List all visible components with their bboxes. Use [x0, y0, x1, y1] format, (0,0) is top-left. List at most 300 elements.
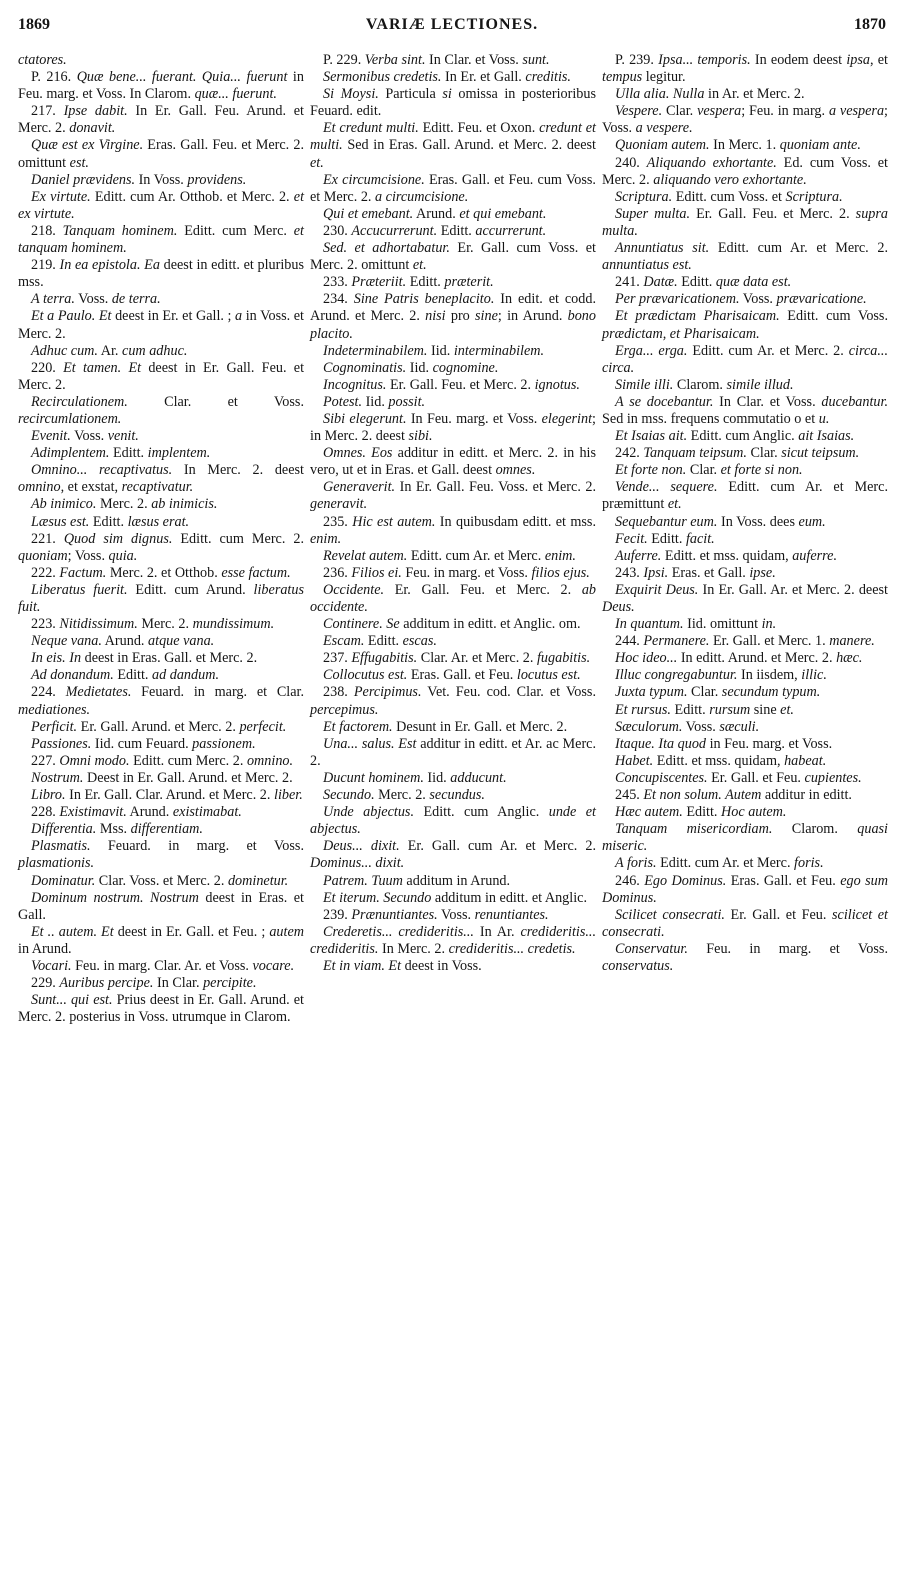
- italic-run: Et credunt multi.: [323, 120, 419, 137]
- lection-entry: [18, 343, 304, 360]
- text-run: additum in Arund.: [402, 872, 511, 889]
- text-run: Er. Gall. et Merc. 1.: [709, 633, 830, 650]
- italic-run: Libro.: [31, 787, 66, 804]
- italic-run: prædictam, et Pharisaicam.: [602, 325, 760, 342]
- text-run: Editt.: [437, 222, 476, 239]
- lection-entry: [602, 394, 888, 428]
- italic-run: Neque vana.: [31, 633, 102, 650]
- lection-entry: [310, 274, 596, 291]
- text-run: Editt. cum Anglic.: [687, 428, 799, 445]
- lection-entry: [18, 804, 304, 821]
- text-run: 239.: [323, 906, 352, 923]
- text-run: 218.: [31, 222, 63, 239]
- lection-entry: [18, 667, 304, 684]
- lection-entry: [310, 172, 596, 206]
- text-run: In Er. Gall. Feu. Voss. et Merc. 2.: [395, 479, 596, 496]
- italic-run: eum.: [798, 513, 826, 530]
- text-run: Editt. cum Ar. et Merc.: [656, 855, 795, 872]
- lection-entry: [310, 411, 596, 445]
- text-run: Er. Gall. et Feu.: [707, 769, 805, 786]
- italic-run: Quod sim dignus.: [63, 530, 173, 547]
- text-run: in Ar. et Merc. 2.: [704, 86, 805, 103]
- italic-run: Et rursus.: [615, 701, 671, 718]
- italic-run: manere.: [829, 633, 875, 650]
- text-run: Er. Gall. Arund. et Merc. 2.: [77, 718, 240, 735]
- italic-run: Evenit.: [31, 428, 71, 445]
- lection-entry: [310, 770, 596, 787]
- lection-entry: [310, 633, 596, 650]
- lection-entry: [602, 343, 888, 377]
- lection-entry: [310, 736, 596, 770]
- text-run: ; Voss.: [67, 547, 109, 564]
- italic-run: habeat.: [784, 752, 827, 769]
- italic-run: sine: [475, 308, 498, 325]
- text-run: In Merc. 2.: [378, 940, 449, 957]
- lection-entry: [602, 377, 888, 394]
- text-run: Editt.: [682, 804, 722, 821]
- text-run: Clar.: [746, 445, 782, 462]
- text-run: Ar.: [97, 342, 123, 359]
- lection-entry: [602, 804, 888, 821]
- italic-run: Una... salus. Est: [323, 735, 417, 752]
- text-run: , et: [869, 52, 888, 68]
- italic-run: Perficit.: [31, 718, 78, 735]
- lection-entry: [310, 394, 596, 411]
- lection-entry: [310, 479, 596, 513]
- italic-run: de terra.: [111, 291, 161, 308]
- running-title: VARIÆ LECTIONES.: [365, 16, 539, 33]
- text-run: Clar. et Voss.: [127, 393, 304, 410]
- italic-run: a vespera: [828, 103, 885, 120]
- italic-run: In ea epistola. Ea: [59, 257, 160, 274]
- lection-entry: [18, 531, 304, 565]
- italic-run: Et non solum. Autem: [643, 787, 762, 804]
- italic-run: Omnes. Eos: [323, 445, 393, 462]
- italic-run: possit.: [388, 393, 426, 410]
- italic-run: Annuntiatus sit.: [615, 240, 710, 257]
- italic-run: Tanquam misericordiam.: [615, 821, 773, 838]
- text-run: Feu. in marg. et Voss.: [401, 564, 532, 581]
- italic-run: Ad donandum.: [31, 667, 114, 684]
- italic-run: Dominus... dixit.: [310, 855, 405, 872]
- text-run: 242.: [615, 445, 644, 462]
- italic-run: Et forte non.: [615, 462, 687, 479]
- lection-entry: [310, 377, 596, 394]
- italic-run: enim.: [310, 530, 342, 547]
- text-run: Eras. Gall. et Feu.: [726, 872, 841, 889]
- text-run: In edit. et codd. Arund. et Merc. 2.: [310, 291, 596, 325]
- italic-run: Datæ.: [643, 274, 678, 291]
- italic-run: et.: [310, 154, 324, 171]
- italic-run: ducebantur.: [821, 393, 888, 410]
- italic-run: Medietates.: [65, 684, 132, 701]
- italic-run: accurrerunt.: [475, 222, 547, 239]
- italic-run: Si Moysi.: [323, 86, 379, 103]
- italic-run: aliquando vero exhortante.: [653, 171, 807, 188]
- text-run: Editt. et mss. quidam,: [661, 547, 793, 564]
- italic-run: et tanquam hominem.: [18, 222, 304, 257]
- lection-entry: [18, 958, 304, 975]
- italic-run: Cognominatis.: [323, 359, 407, 376]
- italic-run: credideritis... credideritis.: [310, 923, 596, 957]
- text-run: 227.: [31, 752, 60, 769]
- italic-run: a circumcisione.: [375, 188, 469, 205]
- italic-run: percipite.: [203, 975, 257, 992]
- italic-run: recaptivatur.: [121, 479, 194, 496]
- text-run: Er. Gall. Feu. et Merc. 2.: [690, 205, 856, 222]
- text-run: 234.: [323, 291, 354, 308]
- italic-run: Læsus est.: [31, 513, 90, 530]
- italic-run: Et prædictam Pharisaicam.: [615, 308, 780, 325]
- italic-run: vespera: [697, 103, 742, 120]
- italic-run: filios ejus.: [531, 564, 590, 581]
- text-run: Editt. cum Arund.: [127, 581, 254, 598]
- italic-run: Sæculorum.: [615, 718, 683, 735]
- italic-run: Simile illi.: [615, 376, 674, 393]
- lection-entry: [18, 838, 304, 872]
- italic-run: autem: [269, 923, 304, 940]
- text-run: In Er. et Gall.: [441, 69, 526, 86]
- text-run: , et exstat,: [60, 479, 122, 496]
- italic-run: hæc.: [836, 650, 863, 667]
- lection-entry: [310, 514, 596, 548]
- italic-run: Prænuntiantes.: [351, 906, 438, 923]
- text-run: Editt. cum Voss. et: [672, 188, 786, 205]
- italic-run: Et iterum. Secundo: [323, 889, 432, 906]
- italic-run: Scriptura.: [615, 188, 673, 205]
- text-run: Prius deest in Er. Gall. Arund. et Merc. 2. posterius in Voss. utrumque in Clarom.: [18, 992, 304, 1026]
- italic-run: Super multa.: [615, 205, 691, 222]
- italic-run: Vende... sequere.: [615, 479, 718, 496]
- lection-entry: [18, 770, 304, 787]
- italic-run: Et .. autem. Et: [31, 923, 114, 940]
- italic-run: Sermonibus credetis.: [323, 69, 442, 86]
- text-run: Editt. cum Merc. 2.: [129, 752, 247, 769]
- lection-entry: [18, 821, 304, 838]
- lection-entry: [18, 736, 304, 753]
- italic-run: quasi miseric.: [602, 821, 888, 855]
- italic-run: cognomine.: [432, 359, 499, 376]
- italic-run: Sine Patris beneplacito.: [353, 291, 495, 308]
- italic-run: Sibi elegerunt.: [323, 410, 407, 427]
- italic-run: omnino.: [246, 752, 294, 769]
- text-run: Editt.: [109, 445, 148, 462]
- italic-run: percepimus.: [310, 701, 379, 718]
- italic-run: differentiam.: [130, 821, 203, 838]
- italic-run: Ducunt hominem.: [323, 769, 424, 786]
- italic-run: Ex virtute.: [31, 188, 91, 205]
- text-run: Feuard. in marg. et Voss.: [90, 838, 304, 855]
- lection-entry: [602, 702, 888, 719]
- lection-entry: [18, 428, 304, 445]
- italic-run: Ipse dabit.: [63, 103, 128, 120]
- lection-entry: [602, 787, 888, 804]
- italic-run: Collocutus est.: [323, 667, 408, 684]
- lection-entry: [18, 787, 304, 804]
- italic-run: Daniel prævidens.: [31, 171, 136, 188]
- italic-run: A foris.: [615, 855, 657, 872]
- text-run: Deest in Er. Gall. Arund. et Merc. 2.: [83, 769, 293, 786]
- italic-run: Habet.: [615, 752, 654, 769]
- lection-entry: [602, 137, 888, 154]
- italic-run: foris.: [794, 855, 824, 872]
- italic-run: et ex virtute.: [18, 188, 305, 222]
- lection-entry: [310, 360, 596, 377]
- text-run: In Er. Gall. Ar. et Merc. 2. deest: [698, 581, 888, 598]
- italic-run: Hæc autem.: [615, 804, 683, 821]
- lection-entry: [602, 531, 888, 548]
- italic-run: Juxta typum.: [615, 684, 688, 701]
- italic-run: Aliquando exhortante.: [646, 154, 777, 171]
- text-run: Er. Gall. Feu. et Merc. 2.: [384, 581, 582, 598]
- text-run: 240.: [615, 154, 647, 171]
- text-run: deest in Er. et Gall. ;: [111, 308, 236, 325]
- italic-run: In quantum.: [615, 616, 684, 633]
- lection-entry: [18, 873, 304, 890]
- italic-run: præterit.: [444, 274, 494, 291]
- text-run: Clar.: [686, 462, 721, 479]
- italic-run: sicut teipsum.: [781, 445, 860, 462]
- italic-run: Illuc congregabuntur.: [615, 667, 738, 684]
- lection-entry: [310, 582, 596, 616]
- lection-entry: [602, 308, 888, 342]
- italic-run: circa... circa.: [602, 342, 888, 376]
- italic-run: Unde abjectus.: [323, 804, 415, 821]
- text-run: 238.: [323, 684, 354, 701]
- italic-run: rursum: [709, 701, 751, 718]
- text-run: 246.: [615, 872, 645, 889]
- text-run: P. 229.: [323, 52, 365, 68]
- lection-entry: [18, 52, 304, 69]
- italic-run: Nostrum.: [31, 769, 84, 786]
- lection-entry: [18, 291, 304, 308]
- lection-entry: [602, 565, 888, 582]
- lection-entry: [602, 855, 888, 872]
- italic-run: Deus.: [602, 599, 635, 615]
- italic-run: cupientes.: [804, 769, 862, 786]
- lection-entry: [18, 103, 304, 137]
- italic-run: Conservatur.: [615, 940, 688, 957]
- italic-run: nisi: [425, 308, 446, 325]
- italic-run: et.: [412, 257, 427, 274]
- lection-entry: [602, 445, 888, 462]
- text-run: Eras. Gall. et Feu.: [407, 667, 517, 684]
- italic-run: cum adhuc.: [122, 342, 188, 359]
- text-run: sine: [750, 701, 781, 718]
- lection-entry: [602, 941, 888, 975]
- text-run: Merc. 2.: [96, 496, 152, 513]
- text-run: Clar.: [687, 684, 722, 701]
- lection-entry: [18, 514, 304, 531]
- lection-entry: [602, 428, 888, 445]
- italic-run: Et Isaias ait.: [615, 428, 688, 445]
- italic-run: atque vana.: [148, 633, 215, 650]
- italic-run: Fecit.: [615, 530, 648, 547]
- text-run: Editt.: [406, 274, 445, 291]
- text-run: 241.: [615, 274, 644, 291]
- italic-run: Tanquam hominem.: [62, 222, 178, 239]
- italic-run: Crederetis... credideritis...: [323, 923, 474, 940]
- text-run: Er. Gall. cum Ar. et Merc. 2.: [399, 838, 596, 855]
- italic-run: liberatus fuit.: [18, 581, 304, 615]
- text-run: deest in Voss.: [401, 957, 482, 974]
- text-run: Arund.: [101, 633, 149, 650]
- lection-entry: [310, 120, 596, 171]
- column-left: [18, 52, 304, 1026]
- text-run: Er. Gall. et Feu.: [724, 906, 832, 923]
- lection-entry: [18, 633, 304, 650]
- text-run: 243.: [615, 564, 644, 581]
- lection-entry: [602, 479, 888, 513]
- lection-entry: [602, 155, 888, 189]
- italic-run: sibi.: [408, 428, 433, 445]
- lection-entry: [602, 753, 888, 770]
- text-run: deest in Eras. Gall. et Merc. 2.: [81, 650, 258, 667]
- text-run: Editt. cum Merc. 2.: [172, 530, 305, 547]
- lection-entry: [602, 52, 888, 86]
- lection-entry: [18, 172, 304, 189]
- italic-run: ipsa: [846, 52, 870, 68]
- text-run: In Er. Gall. Clar. Arund. et Merc. 2.: [65, 787, 274, 804]
- italic-run: escas.: [402, 633, 437, 650]
- text-run: Voss.: [70, 428, 108, 445]
- italic-run: plasmationis.: [18, 855, 95, 872]
- italic-run: secundum typum.: [721, 684, 821, 701]
- text-run: in Feu. marg. et Voss. In Clarom.: [18, 69, 304, 103]
- italic-run: Qui et emebant.: [323, 205, 414, 222]
- lection-entry: [18, 565, 304, 582]
- lection-entry: [18, 924, 304, 958]
- italic-run: Liberatus fuerit.: [31, 581, 128, 598]
- italic-run: ctatores.: [18, 52, 67, 68]
- italic-run: Dominum nostrum. Nostrum: [31, 889, 199, 906]
- italic-run: In eis. In: [31, 650, 82, 667]
- lection-entry: [310, 291, 596, 342]
- page-number-right: 1870: [854, 16, 886, 33]
- text-run: Voss.: [739, 291, 777, 308]
- italic-run: existimabat.: [172, 804, 242, 821]
- italic-run: et.: [667, 496, 682, 513]
- italic-run: Revelat autem.: [323, 547, 408, 564]
- lection-entry: [310, 907, 596, 924]
- italic-run: Potest.: [323, 393, 363, 410]
- italic-run: Patrem. Tuum: [323, 872, 403, 889]
- italic-run: Erga... erga.: [615, 342, 688, 359]
- text-run: 236.: [323, 564, 352, 581]
- lection-entry: [602, 616, 888, 633]
- italic-run: Escam.: [323, 633, 365, 650]
- text-run: Vet. Feu. cod. Clar. et Voss.: [421, 684, 596, 701]
- italic-run: Ulla alia. Nulla: [615, 86, 705, 103]
- italic-run: scilicet et consecrati.: [602, 906, 888, 940]
- lection-entry: [602, 719, 888, 736]
- text-run: Editt.: [113, 667, 152, 684]
- italic-run: Tanquam teipsum.: [643, 445, 747, 462]
- italic-run: et qui emebant.: [459, 205, 547, 222]
- lection-entry: [602, 684, 888, 701]
- italic-run: Hoc ideo...: [615, 650, 678, 667]
- italic-run: omnino: [18, 479, 61, 496]
- italic-run: Et tamen. Et: [63, 359, 142, 376]
- italic-run: Effugabitis.: [351, 650, 418, 667]
- italic-run: ad dandum.: [152, 667, 219, 684]
- italic-run: prævaricatione.: [776, 291, 867, 308]
- italic-run: auferre.: [792, 547, 837, 564]
- italic-run: Præteriit.: [351, 274, 407, 291]
- text-run: Er. Gall. cum Voss. et Merc. 2. omittunt: [310, 240, 596, 274]
- italic-run: tempus: [602, 69, 643, 86]
- italic-run: Ab inimico.: [31, 496, 97, 513]
- lection-entry: [602, 240, 888, 274]
- italic-run: Et factorem.: [323, 718, 393, 735]
- text-run: omissa in posterioribus Feuard. edit.: [310, 86, 596, 120]
- italic-run: simile illud.: [726, 376, 794, 393]
- text-run: in Feu. marg. et Voss.: [706, 735, 833, 752]
- text-run: deest in editt. et pluribus mss.: [18, 257, 304, 291]
- text-run: Desunt in Er. Gall. et Merc. 2.: [392, 718, 568, 735]
- text-run: Editt. cum Ar. et Merc. præmittunt: [602, 479, 889, 513]
- italic-run: Sequebantur eum.: [615, 513, 718, 530]
- lection-entry: [310, 343, 596, 360]
- lection-entry: [18, 462, 304, 496]
- italic-run: Factum.: [59, 564, 107, 581]
- lection-entry: [602, 274, 888, 291]
- text-run: additur in editt. et Ar. ac Merc. 2.: [310, 735, 597, 769]
- text-run: In Ar.: [473, 923, 521, 940]
- italic-run: Permanere.: [643, 633, 710, 650]
- text-run: Arund.: [126, 804, 173, 821]
- text-run: 235.: [323, 513, 353, 530]
- italic-run: Existimavit.: [59, 804, 127, 821]
- lection-entry: [602, 667, 888, 684]
- text-run: Iid. cum Feuard.: [91, 735, 193, 752]
- text-run: ; Feu. in marg.: [741, 103, 829, 120]
- italic-run: adducunt.: [450, 769, 507, 786]
- lection-entry: [310, 684, 596, 718]
- italic-run: credunt et multi.: [310, 120, 596, 154]
- italic-run: recircumlationem.: [18, 410, 122, 427]
- text-run: in Voss. et Merc. 2.: [18, 308, 304, 342]
- italic-run: quæ data est.: [715, 274, 792, 291]
- text-run: Clar.: [662, 103, 698, 120]
- italic-run: supra multa.: [602, 205, 888, 239]
- text-run: ; in Arund.: [497, 308, 568, 325]
- text-run: In Merc. 1.: [709, 137, 780, 154]
- italic-run: Occidente.: [323, 581, 385, 598]
- text-run: Eras. et Gall.: [668, 564, 750, 581]
- text-run: Merc. 2. et Otthob.: [106, 564, 222, 581]
- italic-run: Passiones.: [31, 735, 92, 752]
- lection-entry: [18, 496, 304, 513]
- lection-entry: [18, 223, 304, 257]
- lection-entry: [310, 206, 596, 223]
- italic-run: annuntiatus est.: [602, 257, 692, 274]
- italic-run: credideritis... credetis.: [448, 940, 576, 957]
- text-run: Voss.: [74, 291, 112, 308]
- lection-entry: [18, 189, 304, 223]
- lection-entry: [310, 890, 596, 907]
- italic-run: omnes.: [495, 462, 536, 479]
- italic-run: ipse.: [749, 564, 776, 581]
- italic-run: ab inimicis.: [151, 496, 218, 513]
- italic-run: Per prævaricationem.: [615, 291, 740, 308]
- text-run: 217.: [31, 103, 64, 120]
- italic-run: est.: [69, 154, 89, 171]
- italic-run: Hic est autem.: [352, 513, 436, 530]
- italic-run: Ego Dominus.: [644, 872, 727, 889]
- italic-run: Exquirit Deus.: [615, 581, 699, 598]
- lection-entry: [310, 787, 596, 804]
